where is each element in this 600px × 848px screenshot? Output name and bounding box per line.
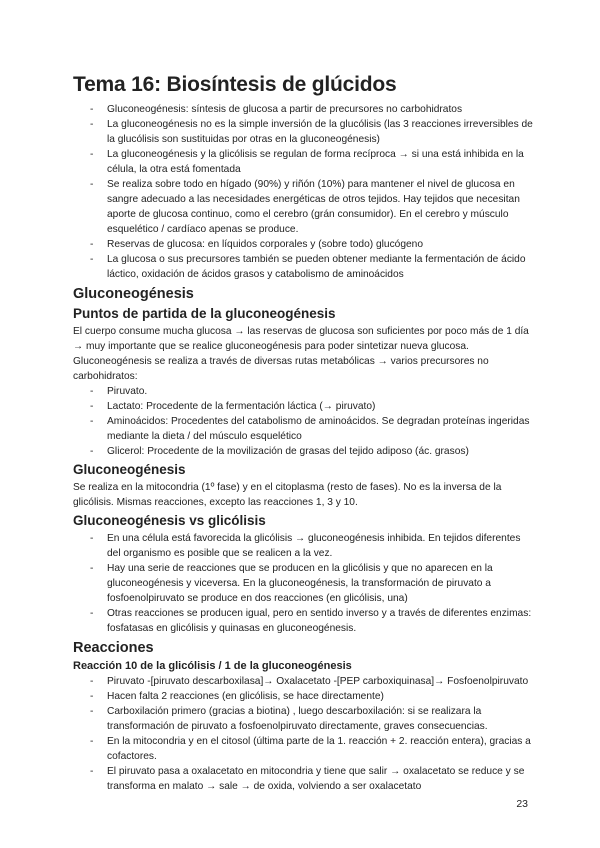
- list-item: [73, 252, 533, 282]
- list-item-text: En la mitocondria y en el citosol (última parte de la 1. reacción + 2. reacción entera), gracias a cofactores.: [107, 736, 531, 762]
- list-item: [73, 734, 533, 764]
- bullet: -: [90, 563, 94, 574]
- bullet: -: [90, 104, 94, 115]
- list-item-text: El piruvato pasa a oxalacetato en mitocondria y tiene que salir → oxalacetato se reduce y se transforma en malato → sale → de oxida, volviendo a ser oxalacetato: [107, 766, 525, 792]
- section-heading-reacciones: Reacciones: [73, 640, 154, 656]
- intro-list: [73, 102, 533, 282]
- bullet: -: [90, 676, 94, 687]
- page-number: 23: [516, 798, 528, 810]
- subheading-gluconeogenesis: Gluconeogénesis: [73, 462, 186, 477]
- list-item-text: En una célula está favorecida la glicólisis → gluconeogénesis inhibida. En tejidos diferentes del organismo es posible que se realicen a la vez.: [107, 533, 521, 559]
- list-item: [73, 237, 533, 252]
- precursors-list: [73, 384, 533, 459]
- bullet: -: [90, 691, 94, 702]
- list-item: [73, 414, 533, 444]
- bullet: -: [90, 533, 94, 544]
- paragraph-puntos-de-partida: El cuerpo consume mucha glucosa → las reservas de glucosa son suficientes por poco más de 1 día → muy importante que se realice gluconeogénesis para poder sintetizar nueva glucosa. Gluconeogénesis se realiza a través de diversas rutas metabólicas → varios precursores no carbohidratos:: [73, 326, 529, 382]
- list-item: [73, 444, 533, 459]
- list-item-text: Aminoácidos: Procedentes del catabolismo de aminoácidos. Se degradan proteínas ingeridas mediante la dieta / del músculo esquelético: [107, 416, 530, 442]
- list-item-text: Hacen falta 2 reacciones (en glicólisis, se hace directamente): [107, 691, 384, 702]
- bullet: -: [90, 254, 94, 265]
- list-item-text: Reservas de glucosa: en líquidos corporales y (sobre todo) glucógeno: [107, 239, 423, 250]
- bullet: -: [90, 766, 94, 777]
- bullet: -: [90, 401, 94, 412]
- bullet: -: [90, 706, 94, 717]
- bullet: -: [90, 416, 94, 427]
- list-item: [73, 531, 533, 561]
- list-item-text: Piruvato.: [107, 386, 148, 397]
- list-item-text: Glicerol: Procedente de la movilización de grasas del tejido adiposo (ác. grasos): [107, 446, 469, 457]
- bullet: -: [90, 446, 94, 457]
- list-item: [73, 674, 533, 689]
- list-item: [73, 117, 533, 147]
- list-item: [73, 102, 533, 117]
- bullet: -: [90, 608, 94, 619]
- paragraph-gluconeogenesis: Se realiza en la mitocondria (1º fase) y en el citoplasma (resto de fases). No es la inversa de la glicólisis. Mismas reacciones, excepto las reacciones 1, 3 y 10.: [73, 482, 502, 508]
- bullet: -: [90, 149, 94, 160]
- list-item: [73, 606, 533, 636]
- bullet: -: [90, 386, 94, 397]
- list-item: [73, 689, 533, 704]
- list-item-text: Se realiza sobre todo en hígado (90%) y riñón (10%) para mantener el nivel de glucosa en sangre adecuado a las necesidades energéticas de otros tejidos. Hay tejidos que necesitan aporte de glucosa continuo, como el cerebro (grán consumidor). En el cerebro y músculo esquelético / cardíaco apenas se produce.: [107, 179, 520, 235]
- list-item: [73, 147, 533, 177]
- list-item: [73, 764, 533, 794]
- page-title: Tema 16: Biosíntesis de glúcidos: [73, 73, 397, 96]
- list-item: [73, 561, 533, 606]
- list-item-text: La glucosa o sus precursores también se pueden obtener mediante la fermentación de ácido láctico, oxidación de ácidos grasos y catabolismo de aminoácidos: [107, 254, 526, 280]
- list-item-text: Piruvato -[piruvato descarboxilasa]→ Oxalacetato -[PEP carboxiquinasa]→ Fosfoenolpiruvato: [107, 676, 529, 687]
- vs-list: [73, 531, 533, 636]
- subheading-vs-glicolisis: Gluconeogénesis vs glicólisis: [73, 513, 266, 528]
- subheading-puntos-de-partida: Puntos de partida de la gluconeogénesis: [73, 306, 336, 321]
- subheading-reaccion-10: Reacción 10 de la glicólisis / 1 de la gluconeogénesis: [73, 660, 352, 672]
- list-item: [73, 177, 533, 237]
- list-item-text: La gluconeogénesis y la glicólisis se regulan de forma recíproca → si una está inhibida en la célula, la otra está fomentada: [107, 149, 524, 175]
- list-item: [73, 399, 533, 414]
- section-heading-gluconeogenesis: Gluconeogénesis: [73, 286, 194, 302]
- list-item-text: Otras reacciones se producen igual, pero en sentido inverso y a través de diferentes enzimas: fosfatasas en glicólisis y quinasas en gluconeogénesis.: [107, 608, 532, 634]
- list-item-text: Carboxilación primero (gracias a biotina) , luego descarboxilación: si se realizara la transformación de piruvato a fosfoenolpiruvato directamente, graves consecuencias.: [107, 706, 488, 732]
- bullet: -: [90, 239, 94, 250]
- bullet: -: [90, 736, 94, 747]
- list-item-text: Hay una serie de reacciones que se producen en la glicólisis y que no aparecen en la gluconeogénesis y viceversa. En la gluconeogénesis, la transformación de piruvato a fosfoenolpiruvato se produce en dos reacciones (en glicólisis, una): [107, 563, 493, 604]
- list-item: [73, 384, 533, 399]
- list-item-text: Gluconeogénesis: síntesis de glucosa a partir de precursores no carbohidratos: [107, 104, 463, 115]
- bullet: -: [90, 119, 94, 130]
- list-item-text: La gluconeogénesis no es la simple inversión de la glucólisis (las 3 reacciones irreversibles de la glucólisis son sustituidas por otras en la gluconeogénesis): [107, 119, 533, 145]
- list-item-text: Lactato: Procedente de la fermentación láctica (→ piruvato): [107, 401, 376, 412]
- reaccion-list: [73, 674, 533, 794]
- document-page: [73, 72, 533, 794]
- bullet: -: [90, 179, 94, 190]
- list-item: [73, 704, 533, 734]
